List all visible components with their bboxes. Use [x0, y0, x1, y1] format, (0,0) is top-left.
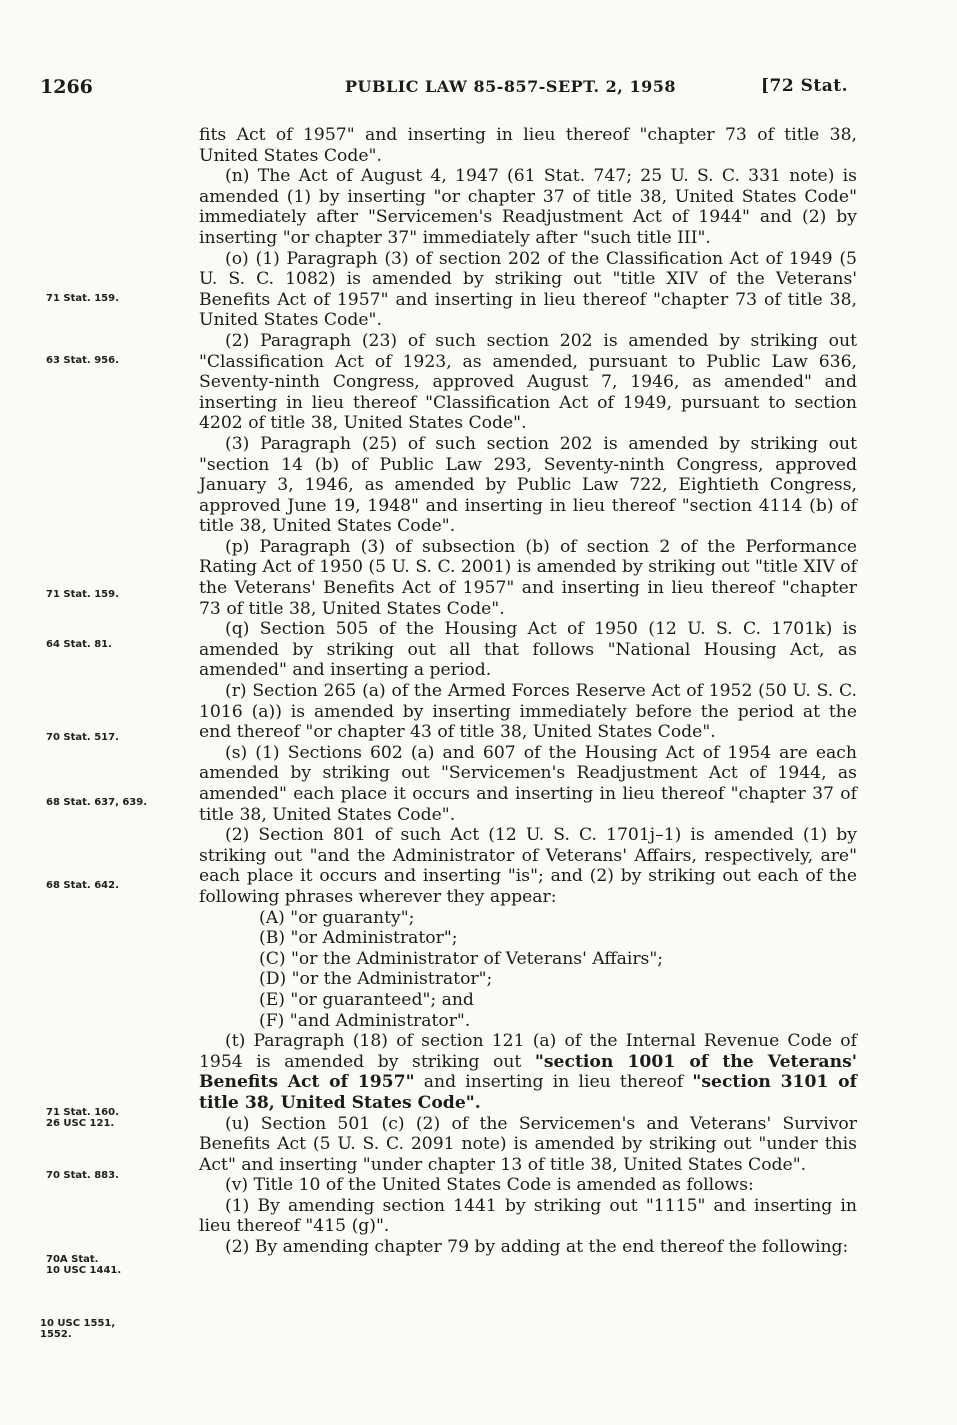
margin-note: 64 Stat. 81. [46, 639, 112, 650]
body-text [199, 125, 857, 1258]
running-title: PUBLIC LAW 85-857-SEPT. 2, 1958 [345, 77, 676, 96]
paragraph-v2: (2) By amending chapter 79 by adding at the end thereof the following: [225, 1237, 849, 1258]
margin-note: 70 Stat. 517. [46, 732, 119, 743]
margin-note: 70 Stat. 883. [46, 1170, 119, 1181]
paragraph-continuation: fits Act of 1957" and inserting in lieu thereof "chapter 73 of title 38, United States Code". [199, 125, 857, 166]
paragraph-t [199, 1031, 857, 1113]
paragraph-t-text: (t) Paragraph (18) of section 121 (a) of the Internal Revenue Code of 1954 is amended by striking out [199, 1031, 857, 1072]
margin-note: 71 Stat. 159. [46, 589, 119, 600]
paragraph-n: (n) The Act of August 4, 1947 (61 Stat. 747; 25 U. S. C. 331 note) is amended (1) by inserting "or chapter 37 of title 38, United States Code" immediately after "Servicemen's Readjustment Act of 1944" and (2) by inserting "or chapter 37" immediately after "such title III". [199, 166, 857, 248]
paragraph-p: (p) Paragraph (3) of subsection (b) of section 2 of the Performance Rating Act of 1950 (5 U. S. C. 2001) is amended by striking out "title XIV of the Veterans' Benefits Act of 1957" and inserting in lieu thereof "chapter 73 of title 38, United States Code". [199, 536, 857, 619]
margin-note: 70A Stat. 10 USC 1441. [46, 1254, 122, 1276]
phrase-item: (C) "or the Administrator of Veterans' Affairs"; [259, 948, 664, 969]
paragraph-s1: (s) (1) Sections 602 (a) and 607 of the Housing Act of 1954 are each amended by striking out "Servicemen's Readjustment Act of 1944, as amended" each place it occurs and inserting in lieu thereof "chapter 37 of title 38, United States Code". [199, 742, 857, 825]
paragraph-t-inserted-phrase: "section 3101 of title 38, United States Code". [199, 1072, 857, 1113]
paragraph-r: (r) Section 265 (a) of the Armed Forces Reserve Act of 1952 (50 U. S. C. 1016 (a)) is amended by inserting immediately before the period at the end thereof "or chapter 43 of title 38, United States Code". [199, 681, 857, 743]
phrase-item: (D) "or the Administrator"; [259, 969, 493, 990]
page-number: 1266 [40, 76, 93, 98]
phrase-item: (B) "or Administrator"; [259, 928, 458, 949]
paragraph-u: (u) Section 501 (c) (2) of the Servicemen's and Veterans' Survivor Benefits Act (5 U. S. C. 2091 note) is amended by striking out "under this Act" and inserting "under chapter 13 of title 38, United States Code". [199, 1113, 857, 1175]
paragraph-o1: (o) (1) Paragraph (3) of section 202 of the Classification Act of 1949 (5 U. S. C. 1082) is amended by striking out "title XIV of the Veterans' Benefits Act of 1957" and inserting in lieu thereof "chapter 73 of title 38, United States Code". [199, 248, 857, 331]
margin-note: 10 USC 1551, 1552. [40, 1318, 116, 1340]
paragraph-o3: (3) Paragraph (25) of such section 202 is amended by striking out "section 14 (b) of Public Law 293, Seventy-ninth Congress, approved January 3, 1946, as amended by Public Law 722, Eightieth Congress, approved June 19, 1948" and inserting in lieu thereof "section 4114 (b) of title 38, United States Code". [199, 433, 857, 537]
paragraph-q: (q) Section 505 of the Housing Act of 1950 (12 U. S. C. 1701k) is amended by striking out all that follows "National Housing Act, as amended" and inserting a period. [199, 619, 857, 681]
margin-note: 71 Stat. 160. 26 USC 121. [46, 1107, 119, 1129]
paragraph-v: (v) Title 10 of the United States Code is amended as follows: [225, 1175, 754, 1196]
paragraph-s2: (2) Section 801 of such Act (12 U. S. C. 1701j–1) is amended (1) by striking out "and the Administrator of Veterans' Affairs, respectively, are" each place it occurs and inserting "is"; and (2) by striking out each of the following phrases wherever they appear: [199, 825, 857, 907]
margin-note: 68 Stat. 642. [46, 880, 119, 891]
phrase-item: (A) "or guaranty"; [259, 907, 415, 928]
phrase-item: (E) "or guaranteed"; and [259, 989, 474, 1010]
margin-note: 68 Stat. 637, 639. [46, 797, 148, 808]
margin-note: 63 Stat. 956. [46, 355, 119, 366]
statute-reference: [72 Stat. [761, 76, 849, 96]
margin-note: 71 Stat. 159. [46, 293, 119, 304]
paragraph-t-struck-phrase: "section 1001 of the Veterans' Benefits Act of 1957" [199, 1051, 858, 1093]
paragraph-v1: (1) By amending section 1441 by striking out "1115" and inserting in lieu thereof "415 (g)". [199, 1195, 857, 1237]
page-header [0, 76, 957, 100]
paragraph-t-text: and inserting in lieu thereof [414, 1072, 693, 1093]
paragraph-o2: (2) Paragraph (23) of such section 202 is amended by striking out "Classification Act of 1923, as amended, pursuant to Public Law 636, Seventy-ninth Congress, approved August 7, 1946, as amended" and inserting in lieu thereof "Classification Act of 1949, pursuant to section 4202 of title 38, United States Code". [199, 330, 857, 434]
phrase-item: (F) "and Administrator". [259, 1010, 471, 1031]
